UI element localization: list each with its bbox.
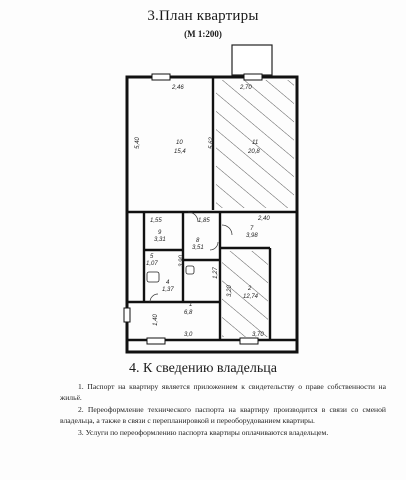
owner-notes xyxy=(60,381,386,439)
dim-label: 1,85 xyxy=(198,218,210,224)
dim-label: 5,62 xyxy=(208,137,215,149)
bath-fixtures xyxy=(147,266,194,282)
dim-label: 3,90 xyxy=(178,255,185,267)
room-11-area: 20,8 xyxy=(248,149,260,155)
dim-label: 2,70 xyxy=(240,85,252,91)
room-7-area: 3,98 xyxy=(246,233,258,239)
floor-plan-drawing xyxy=(0,40,406,360)
dim-label: 3,0 xyxy=(184,332,193,338)
room-4-number: 4 xyxy=(166,280,170,286)
plan-title: 3.План квартиры xyxy=(147,8,259,24)
floor-plan xyxy=(0,40,406,360)
note-item: 3. Услуги по переоформлению паспорта квартиры оплачиваются владельцем. xyxy=(78,428,329,437)
dim-label: 2,46 xyxy=(172,85,184,91)
note-item: 1. Паспорт на квартиру является приложением к свидетельству о праве собственности на жильё. xyxy=(60,382,386,402)
dim-label: 3,70 xyxy=(252,332,264,338)
room-7-number: 7 xyxy=(250,226,254,232)
room-2-area: 12,74 xyxy=(243,294,259,300)
note-item: 2. Переоформление технического паспорта на квартиру производится в связи со сменой владельца, а также в связи с перепланировкой и переоборудованием квартиры. xyxy=(60,405,386,425)
room-1-number: 1 xyxy=(189,302,193,308)
room-8-number: 8 xyxy=(196,238,200,244)
room-9-area: 3,31 xyxy=(154,237,166,243)
dim-label: 2,40 xyxy=(258,216,270,222)
room-10-area: 15,4 xyxy=(174,149,186,155)
dim-label: 5,40 xyxy=(134,137,141,149)
balcony-box xyxy=(232,45,272,75)
room-8-area: 3,51 xyxy=(192,245,204,251)
owner-info-heading: 4. К сведению владельца xyxy=(129,361,277,376)
room-5-area: 1,07 xyxy=(146,261,158,267)
room-10-number: 10 xyxy=(176,140,183,146)
room-4-area: 1,37 xyxy=(162,287,174,293)
room-11-number: 11 xyxy=(252,140,259,146)
dim-label: 1,55 xyxy=(150,218,162,224)
room-5-number: 5 xyxy=(150,254,154,260)
dim-label: 1,27 xyxy=(212,267,219,279)
room-9-number: 9 xyxy=(158,230,162,236)
room-1-area: 6,8 xyxy=(184,310,193,316)
dim-label: 3,20 xyxy=(226,285,233,297)
dim-label: 1,40 xyxy=(152,314,159,326)
plan-scale: (М 1:200) xyxy=(184,29,222,39)
room-2-number: 2 xyxy=(248,286,252,292)
